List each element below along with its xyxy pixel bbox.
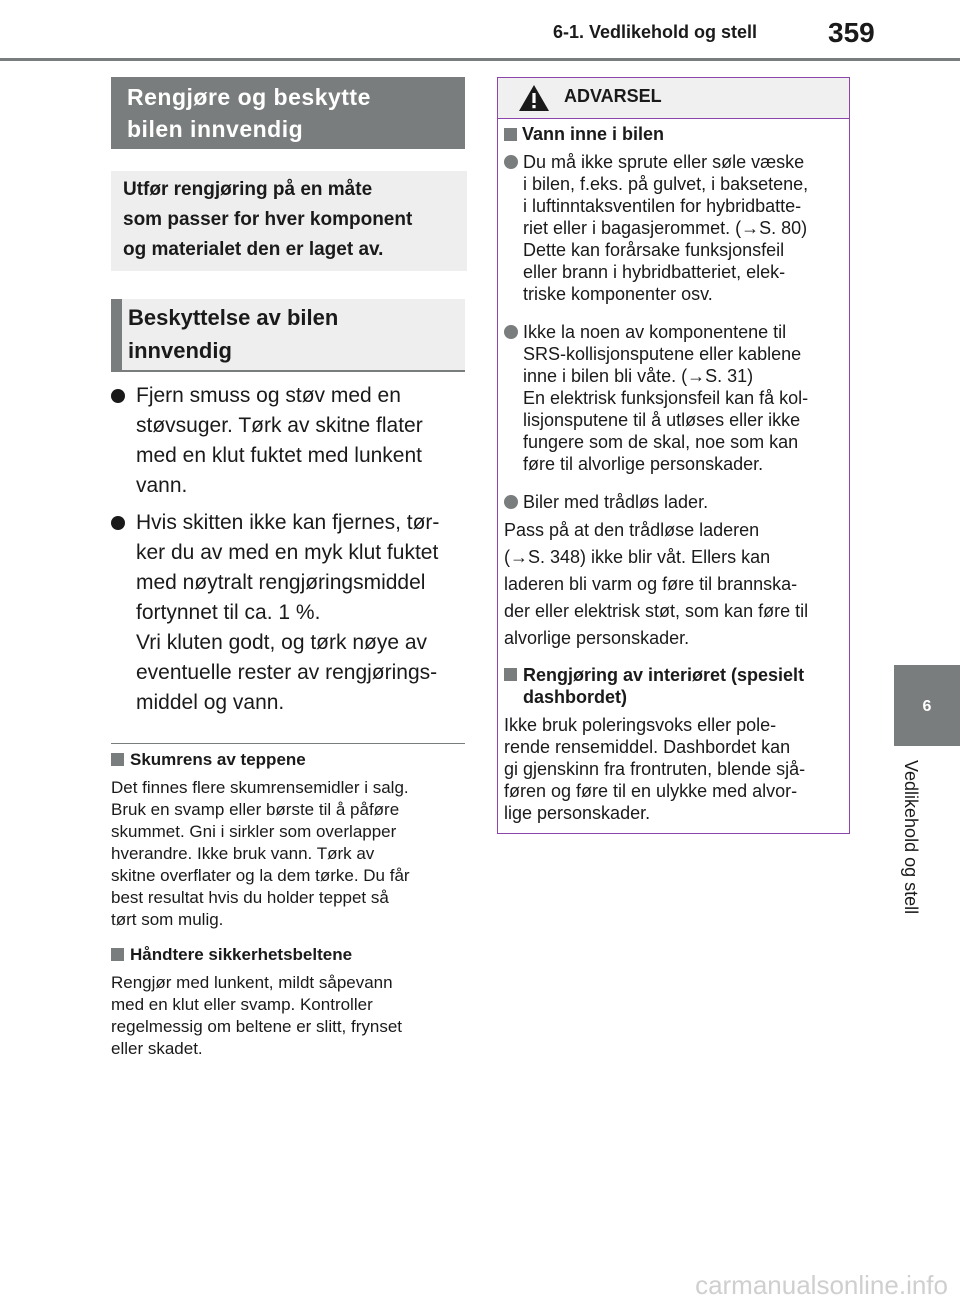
body-line: Bruk en svamp eller børste til å påføre [111,800,400,819]
bullet-dot-icon [111,389,125,403]
warning-header [498,78,849,119]
bullet-line: Vri kluten godt, og tørk nøye av [136,631,428,654]
chapter-label: Vedlikehold og stell [901,760,921,915]
warning-line: Ikke la noen av komponentene til [523,322,787,342]
warning-section-heading: Vann inne i bilen [504,123,840,145]
warning-line: føren og føre til en ulykke med alvor- [504,781,798,801]
square-bullet-icon [111,948,124,961]
divider [111,743,465,744]
warning-line: føre til alvorlige personskader. [523,454,764,474]
body-line: skitne overflater og la dem tørke. Du får [111,866,410,885]
warning-item [504,491,840,513]
warning-line: Biler med trådløs lader. [523,492,709,512]
warning-item [504,321,840,475]
section-carpets [111,749,471,931]
warning-line: der eller elektrisk støt, som kan føre til [504,601,809,621]
bullet-item [111,508,467,718]
bullet-line: Hvis skitten ikke kan fjernes, tør- [136,511,440,534]
warning-line: laderen bli varm og føre til brannska- [504,574,798,594]
warning-line: i luftinntaksventilen for hybridbatte- [523,196,802,216]
bullet-item [111,381,467,501]
body-line: regelmessig om beltene er slitt, frynset [111,1017,403,1036]
section-title: 6-1. Vedlikehold og stell [553,22,758,42]
bullet-line: støvsuger. Tørk av skitne flater [136,414,423,437]
body-line: Det finnes flere skumrensemidler i salg. [111,778,409,797]
warning-line: fungere som de skal, noe som kan [523,432,799,452]
bullet-line: ker du av med en myk klut fuktet [136,541,439,564]
body-line: hverandre. Ikke bruk vann. Tørk av [111,844,375,863]
subheading [111,299,465,372]
bullet-line: eventuelle rester av rengjørings- [136,661,438,684]
chapter-number: 6 [922,698,932,715]
section-seatbelts [111,944,471,1060]
warning-item [504,151,840,305]
square-bullet-icon [111,753,124,766]
header-rule [0,58,960,61]
subheading-line: Beskyttelse av bilen [128,305,339,330]
bullet-dot-icon [504,155,518,169]
warning-line: Pass på at den trådløse laderen [504,520,760,540]
bullet-dot-icon [111,516,125,530]
body-line: med en klut eller svamp. Kontroller [111,995,373,1014]
bullet-line: Fjern smuss og støv med en [136,384,401,407]
warning-line: rende rensemiddel. Dashbordet kan [504,737,791,757]
page-heading-line: Rengjøre og beskytte [127,84,371,110]
intro-line: Utfør rengjøring på en måte [123,179,373,200]
warning-line: inne i bilen bli våte. (→S. 31) [523,366,754,386]
warning-line: Ikke bruk poleringsvoks eller pole- [504,715,777,735]
warning-line: lisjonsputene til å utløses eller ikke [523,410,801,430]
bullet-line: vann. [136,474,188,497]
bullet-dot-icon [504,495,518,509]
warning-line: eller brann i hybridbatteriet, elek- [523,262,786,282]
page-heading [111,77,465,149]
warning-section-heading: Rengjøring av interiøret (spesielt dashbordet) [504,664,840,708]
warning-line: i bilen, f.eks. på gulvet, i baksetene, [523,174,809,194]
body-line: eller skadet. [111,1039,203,1058]
warning-line: En elektrisk funksjonsfeil kan få kol- [523,388,809,408]
bullet-line: middel og vann. [136,691,285,714]
warning-line: lige personskader. [504,803,651,823]
bullet-line: med en klut fuktet med lunkent [136,444,422,467]
bullet-line: fortynnet til ca. 1 %. [136,601,321,624]
intro-line: og materialet den er laget av. [123,239,384,260]
body-line: skummet. Gni i sirkler som overlapper [111,822,397,841]
body-line: best resultat hvis du holder teppet så [111,888,389,907]
square-bullet-icon [504,668,517,681]
page-heading-line: bilen innvendig [127,116,304,142]
section-heading: Håndtere sikkerhetsbeltene [111,944,471,966]
bullet-dot-icon [504,325,518,339]
page-number: 359 [828,17,875,48]
warning-title: ADVARSEL [564,86,662,106]
intro-line: som passer for hver komponent [123,209,413,230]
body-line: tørt som mulig. [111,910,224,929]
warning-line: alvorlige personskader. [504,628,690,648]
section-heading: Skumrens av teppene [111,749,471,771]
body-line: Rengjør med lunkent, mildt såpevann [111,973,393,992]
bullet-line: med nøytralt rengjøringsmiddel [136,571,426,594]
warning-box [497,77,850,834]
warning-paragraph [504,517,840,652]
square-bullet-icon [504,128,517,141]
subheading-line: innvendig [128,338,232,363]
warning-line: riet eller i bagasjerommet. (→S. 80) [523,218,808,238]
warning-line: gi gjenskinn fra frontruten, blende sjå- [504,759,806,779]
warning-line: (→S. 348) ikke blir våt. Ellers kan [504,547,771,567]
warning-line: triske komponenter osv. [523,284,713,304]
chapter-tab[interactable] [894,665,960,746]
warning-paragraph [504,714,840,824]
warning-line: SRS-kollisjonsputene eller kablene [523,344,802,364]
warning-line: Dette kan forårsake funksjonsfeil [523,240,785,260]
warning-line: Du må ikke sprute eller søle væske [523,152,805,172]
intro-box [111,171,467,271]
watermark: carmanualsonline.info [695,1270,948,1300]
warning-triangle-icon [518,84,550,112]
